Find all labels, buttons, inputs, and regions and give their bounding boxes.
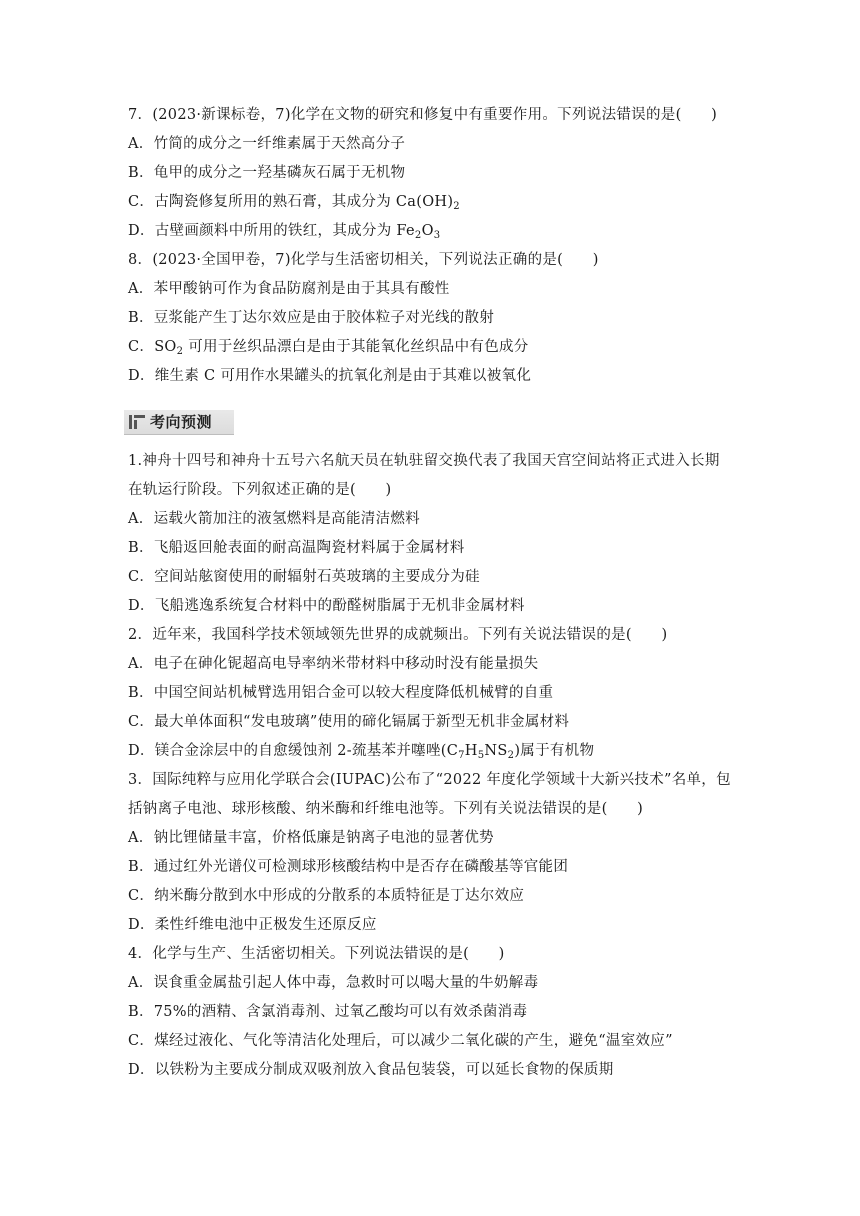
- prediction-3-option-d: D．柔性纤维电池中正极发生还原反应: [128, 917, 377, 933]
- formula-part: H: [464, 743, 478, 759]
- question-8-option-b: B．豆浆能产生丁达尔效应是由于胶体粒子对光线的散射: [128, 310, 495, 326]
- subscript: 5: [477, 750, 485, 761]
- question-8-option-a: A．苯甲酸钠可作为食品防腐剂是由于其具有酸性: [128, 281, 450, 297]
- formula-part: NS: [484, 743, 508, 759]
- prediction-1-stem-line-2: 在轨运行阶段。下列叙述正确的是( ): [128, 482, 392, 498]
- prediction-2-option-d: [128, 741, 594, 761]
- prediction-1-option-d: D．飞船逃逸系统复合材料中的酚醛树脂属于无机非金属材料: [128, 598, 525, 614]
- section-title: 考向预测: [150, 413, 213, 431]
- subscript: 2: [414, 230, 422, 241]
- question-8-option-d: D．维生素 C 可用作水果罐头的抗氧化剂是由于其难以被氧化: [128, 368, 532, 384]
- prediction-3-option-a: A．钠比锂储量丰富，价格低廉是钠离子电池的显著优势: [128, 830, 494, 846]
- prediction-4-option-b: B．75%的酒精、含氯消毒剂、过氧乙酸均可以有效杀菌消毒: [128, 1004, 528, 1020]
- formula-part: O: [421, 223, 434, 239]
- subscript: 3: [433, 230, 441, 241]
- prediction-1-option-a: A．运载火箭加注的液氢燃料是高能清洁燃料: [128, 511, 420, 527]
- section-marker-icon: [129, 414, 145, 430]
- prediction-2-stem: 2．近年来，我国科学技术领域领先世界的成就频出。下列有关说法错误的是( ): [128, 627, 668, 643]
- prediction-3-stem-line-1: 3．国际纯粹与应用化学联合会(IUPAC)公布了“2022 年度化学领域十大新兴技术”名单，包: [128, 772, 731, 788]
- question-7-option-c: [128, 192, 460, 212]
- prediction-3-stem-line-2: 括钠离子电池、球形核酸、纳米酶和纤维电池等。下列有关说法错误的是( ): [128, 801, 644, 817]
- prediction-2-option-b: B．中国空间站机械臂选用铝合金可以较大程度降低机械臂的自重: [128, 685, 554, 701]
- prediction-2-option-c: C．最大单体面积“发电玻璃”使用的碲化镉属于新型无机非金属材料: [128, 714, 570, 730]
- prediction-1-option-c: C．空间站舷窗使用的耐辐射石英玻璃的主要成分为硅: [128, 569, 480, 585]
- prediction-2-option-d-text: D．镁合金涂层中的自愈缓蚀剂 2-巯基苯并噻唑(C: [128, 743, 459, 759]
- prediction-1-stem-line-1: 1.神舟十四号和神舟十五号六名航天员在轨驻留交换代表了我国天宫空间站将正式进入长期: [128, 453, 720, 469]
- subscript: 7: [458, 750, 465, 761]
- subscript: 2: [176, 346, 184, 357]
- prediction-3-option-b: B．通过红外光谱仪可检测球形核酸结构中是否存在磷酸基等官能团: [128, 859, 569, 875]
- subscript: 2: [453, 201, 460, 212]
- prediction-1-option-b: B．飞船返回舱表面的耐高温陶瓷材料属于金属材料: [128, 540, 465, 556]
- question-7-stem: 7．(2023·新课标卷，7)化学在文物的研究和修复中有重要作用。下列说法错误的是( ): [128, 107, 718, 123]
- subscript: 2: [507, 750, 515, 761]
- question-8-option-c-rest: 可用于丝织品漂白是由于其能氧化丝织品中有色成分: [183, 339, 529, 355]
- question-7-option-a: A．竹简的成分之一纤维素属于天然高分子: [128, 136, 406, 152]
- question-8-option-c: [128, 337, 529, 357]
- prediction-4-option-d: D．以铁粉为主要成分制成双吸剂放入食品包装袋，可以延长食物的保质期: [128, 1062, 614, 1078]
- section-heading: [124, 410, 234, 435]
- prediction-3-option-c: C．纳米酶分散到水中形成的分散系的本质特征是丁达尔效应: [128, 888, 525, 904]
- prediction-2-option-d-rest: )属于有机物: [514, 743, 595, 759]
- prediction-4-stem: 4．化学与生产、生活密切相关。下列说法错误的是( ): [128, 946, 505, 962]
- question-8-option-c-text: C．SO: [128, 339, 177, 355]
- question-7-option-d-text: D．古壁画颜料中所用的铁红，其成分为 Fe: [128, 223, 415, 239]
- question-8-stem: 8．(2023·全国甲卷，7)化学与生活密切相关，下列说法正确的是( ): [128, 252, 599, 268]
- prediction-4-option-a: A．误食重金属盐引起人体中毒，急救时可以喝大量的牛奶解毒: [128, 975, 539, 991]
- prediction-2-option-a: A．电子在砷化铌超高电导率纳米带材料中移动时没有能量损失: [128, 656, 539, 672]
- question-7-option-c-text: C．古陶瓷修复所用的熟石膏，其成分为 Ca(OH): [128, 194, 454, 210]
- prediction-4-option-c: C．煤经过液化、气化等清洁化处理后，可以减少二氧化碳的产生，避免“温室效应”: [128, 1033, 673, 1049]
- question-7-option-d: [128, 221, 440, 241]
- question-7-option-b: B．龟甲的成分之一羟基磷灰石属于无机物: [128, 165, 406, 181]
